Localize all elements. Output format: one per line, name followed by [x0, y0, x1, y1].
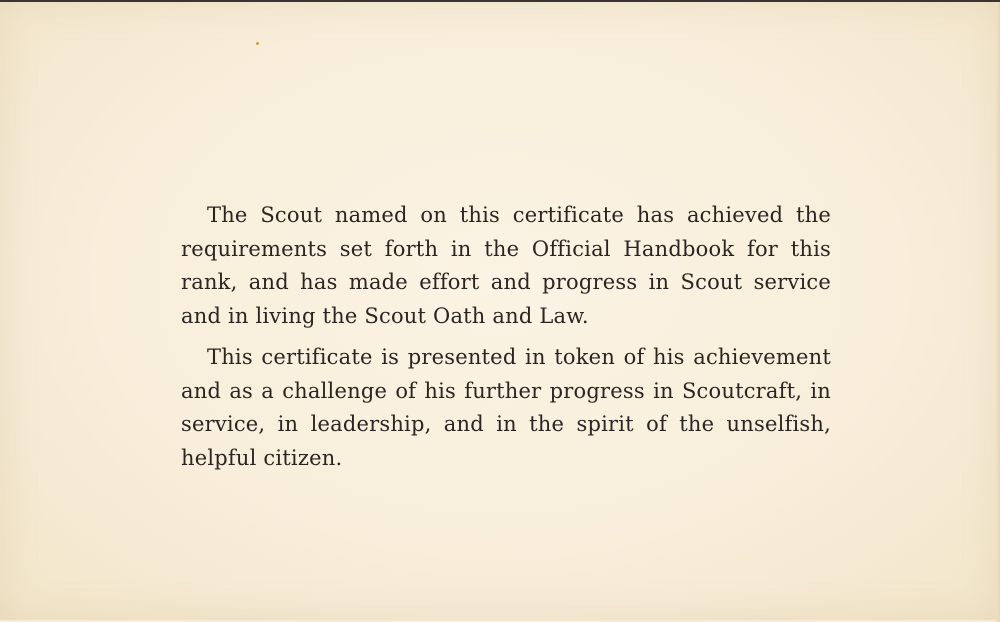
card-edge [996, 2, 1000, 622]
certificate-paragraph-1-text: The Scout named on this certificate has achieved the requirements set forth in the Official Handbook for this rank, and has made effort and progress in Scout service and in living the Scout Oath and Law. [181, 203, 831, 328]
certificate-paragraph-2-text: This certificate is presented in token of his achievement and as a challenge of his further progress in Scoutcraft, in service, in leadership, and in the spirit of the unselfish, helpful citizen. [181, 345, 831, 470]
certificate-text [181, 199, 831, 475]
paper-speck [256, 42, 259, 45]
certificate-paragraph-1 [181, 199, 831, 333]
certificate-paragraph-2 [181, 341, 831, 475]
